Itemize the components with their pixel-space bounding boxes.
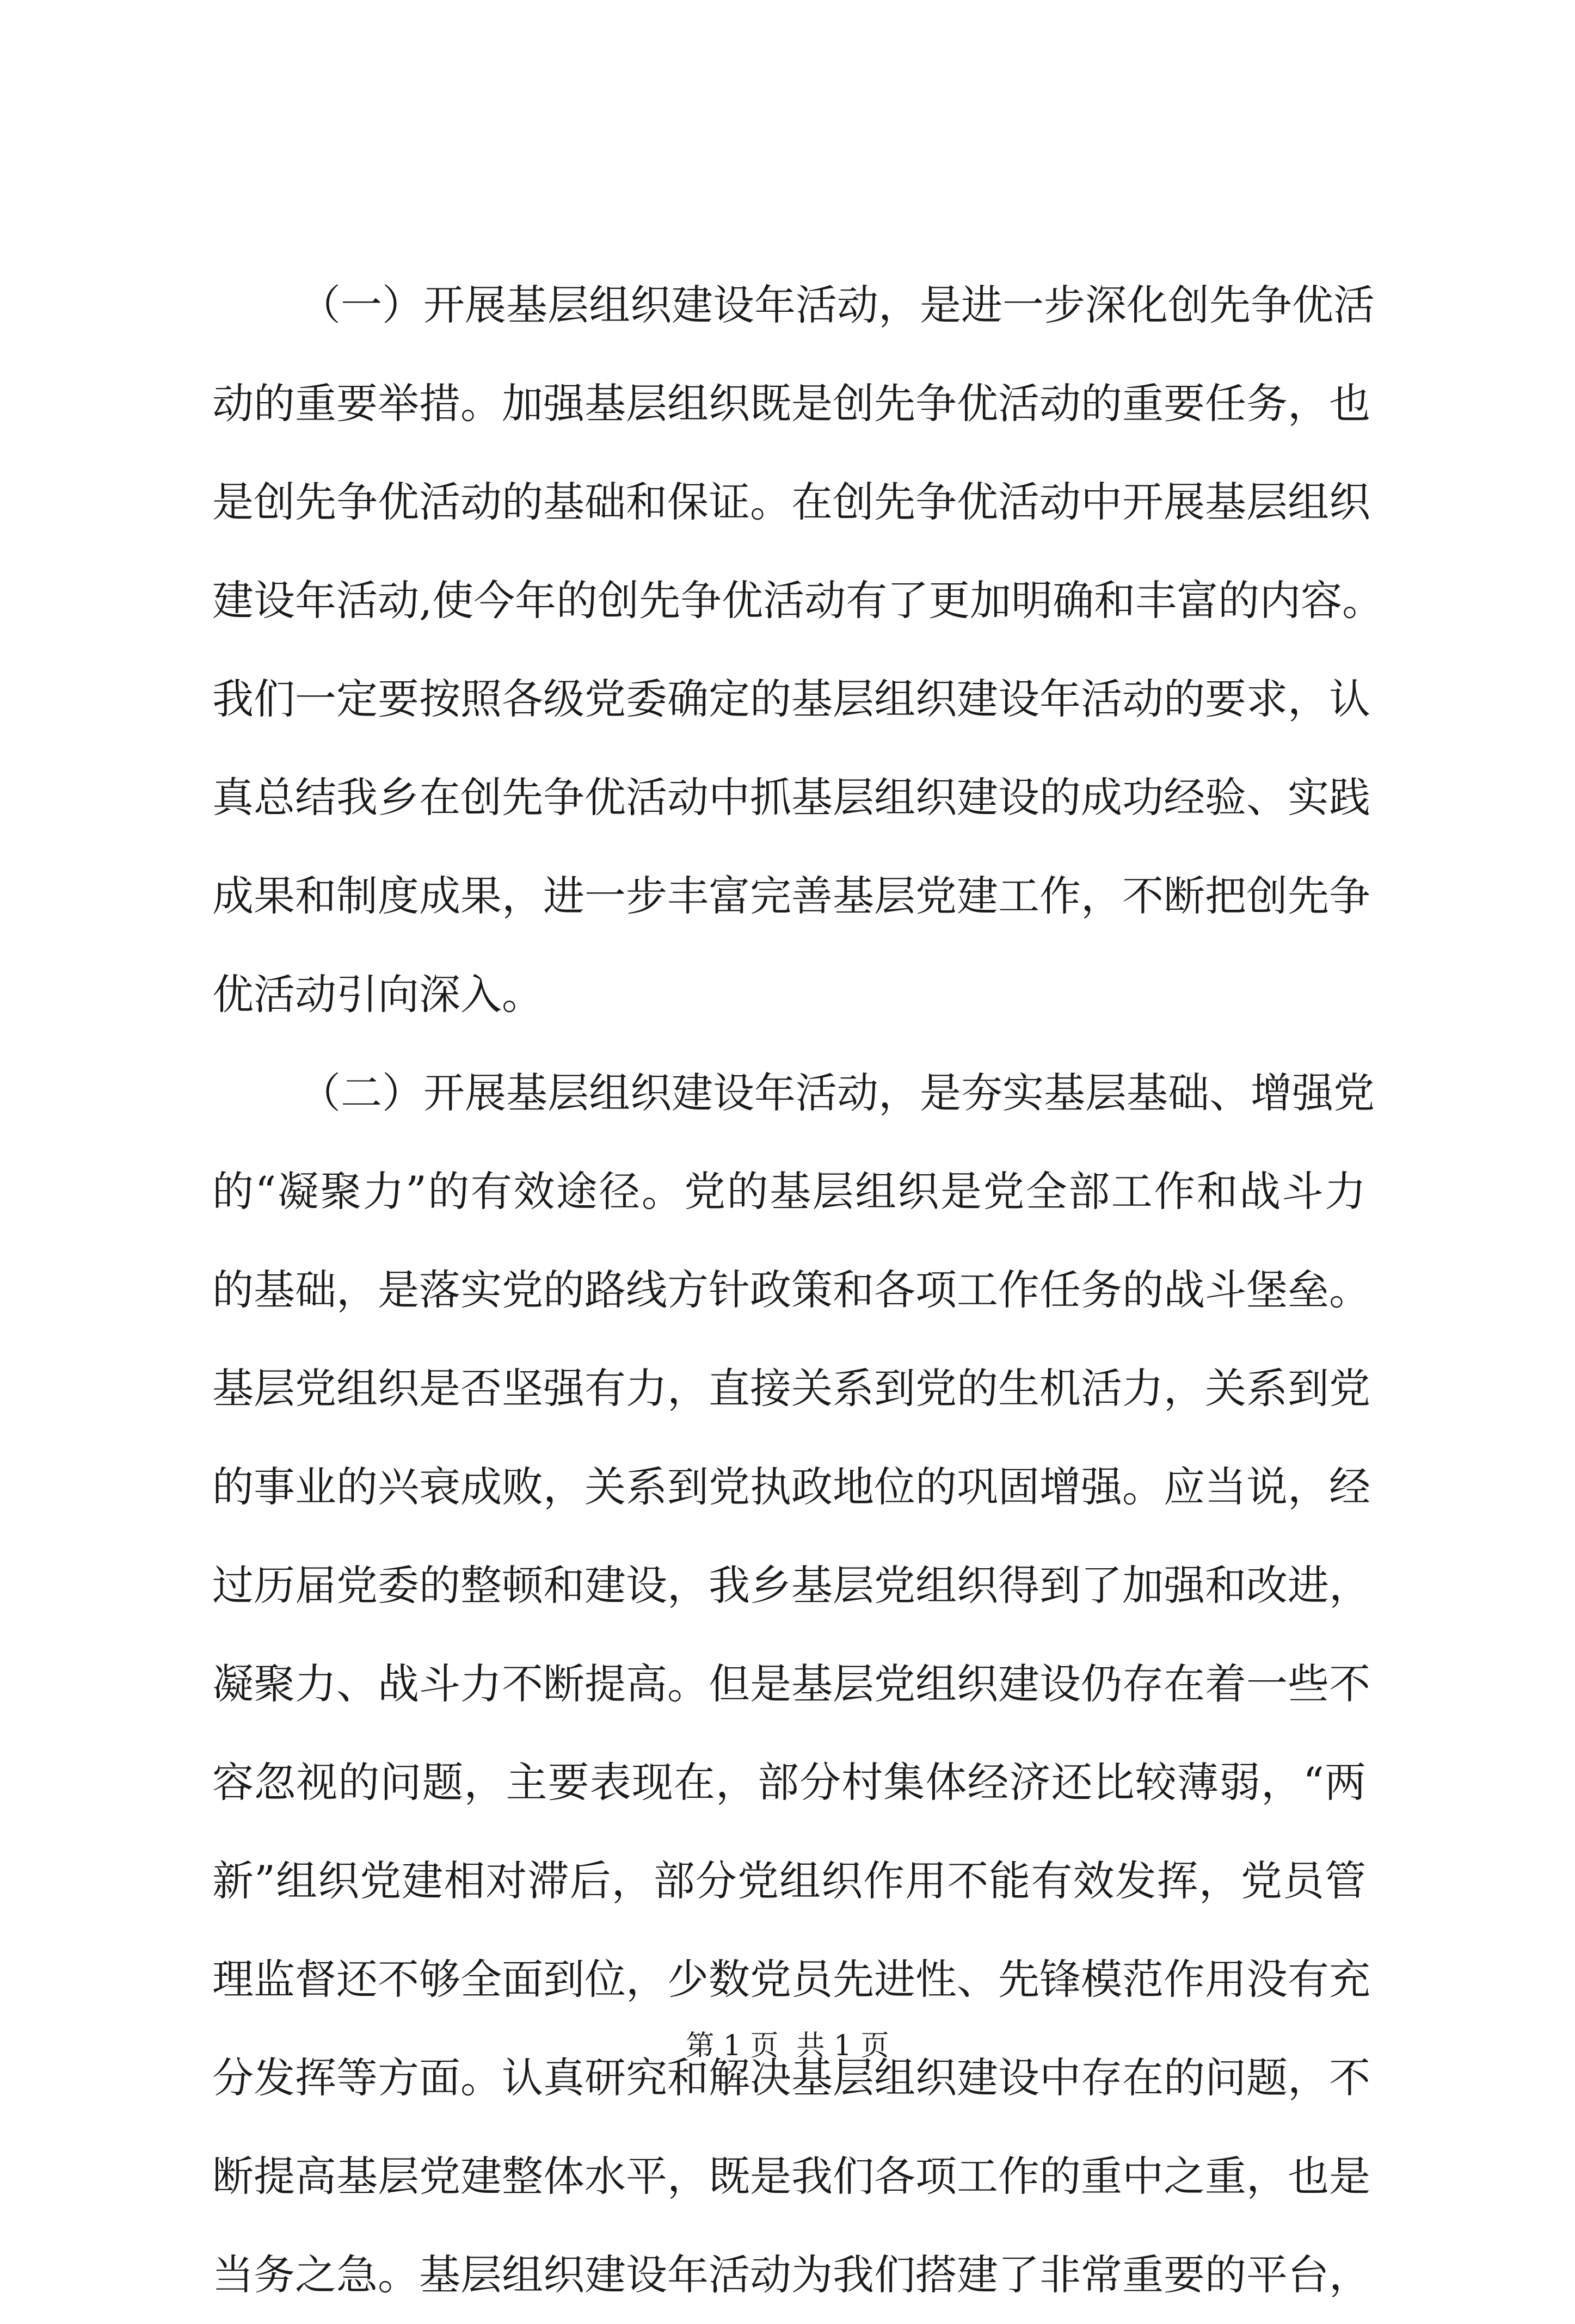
paragraph-1-line-2: 动的重要举措。加强基层组织既是创先争优活动的重要任务，也 — [212, 379, 1370, 428]
paragraph-2-line-3: 的基础，是落实党的路线方针政策和各项工作任务的战斗堡垒。 — [212, 1266, 1370, 1314]
paragraph-1-line-5: 我们一定要按照各级党委确定的基层组织建设年活动的要求，认 — [212, 675, 1370, 723]
paragraph-1-line-6: 真总结我乡在创先争优活动中抓基层组织建设的成功经验、实践 — [212, 773, 1370, 822]
paragraph-2-line-7: 凝聚力、战斗力不断提高。但是基层党组织建设仍存在着一些不 — [212, 1660, 1370, 1708]
paragraph-1-line-1: （一）开展基层组织建设年活动，是进一步深化创先争优活 — [299, 281, 1375, 329]
paragraph-2-line-6: 过历届党委的整顿和建设，我乡基层党组织得到了加强和改进， — [212, 1561, 1370, 1610]
paragraph-2-line-1: （二）开展基层组织建设年活动，是夯实基层基础、增强党 — [299, 1069, 1375, 1117]
paragraph-1-line-8: 优活动引向深入。 — [212, 970, 543, 1019]
paragraph-1-line-4: 建设年活动,使今年的创先争优活动有了更加明确和丰富的内容。 — [212, 576, 1384, 625]
page-number-footer: 第 1 页 共 1 页 — [686, 2030, 889, 2062]
paragraph-1-line-7: 成果和制度成果，进一步丰富完善基层党建工作，不断把创先争 — [212, 872, 1370, 920]
paragraph-2-line-9: 新”组织党建相对滞后，部分党组织作用不能有效发挥，党员管 — [212, 1857, 1366, 1905]
paragraph-2-line-8: 容忽视的问题，主要表现在，部分村集体经济还比较薄弱，“两 — [212, 1758, 1366, 1807]
body-text — [212, 256, 1384, 2324]
paragraph-2-line-5: 的事业的兴衰成败，关系到党执政地位的巩固增强。应当说，经 — [212, 1463, 1370, 1511]
paragraph-2-line-10: 理监督还不够全面到位，少数党员先进性、先锋模范作用没有充 — [212, 1955, 1370, 2004]
paragraph-2-line-4: 基层党组织是否坚强有力，直接关系到党的生机活力，关系到党 — [212, 1364, 1370, 1413]
paragraph-2-line-12: 断提高基层党建整体水平，既是我们各项工作的重中之重，也是 — [212, 2152, 1370, 2200]
paragraph-2-line-11: 分发挥等方面。认真研究和解决基层组织建设中存在的问题，不 — [212, 2054, 1370, 2102]
paragraph-2-line-13: 当务之急。基层组织建设年活动为我们搭建了非常重要的平台， — [212, 2251, 1370, 2299]
paragraph-1-line-3: 是创先争优活动的基础和保证。在创先争优活动中开展基层组织 — [212, 478, 1370, 526]
paragraph-2-line-2: 的“凝聚力”的有效途径。党的基层组织是党全部工作和战斗力 — [212, 1167, 1366, 1216]
